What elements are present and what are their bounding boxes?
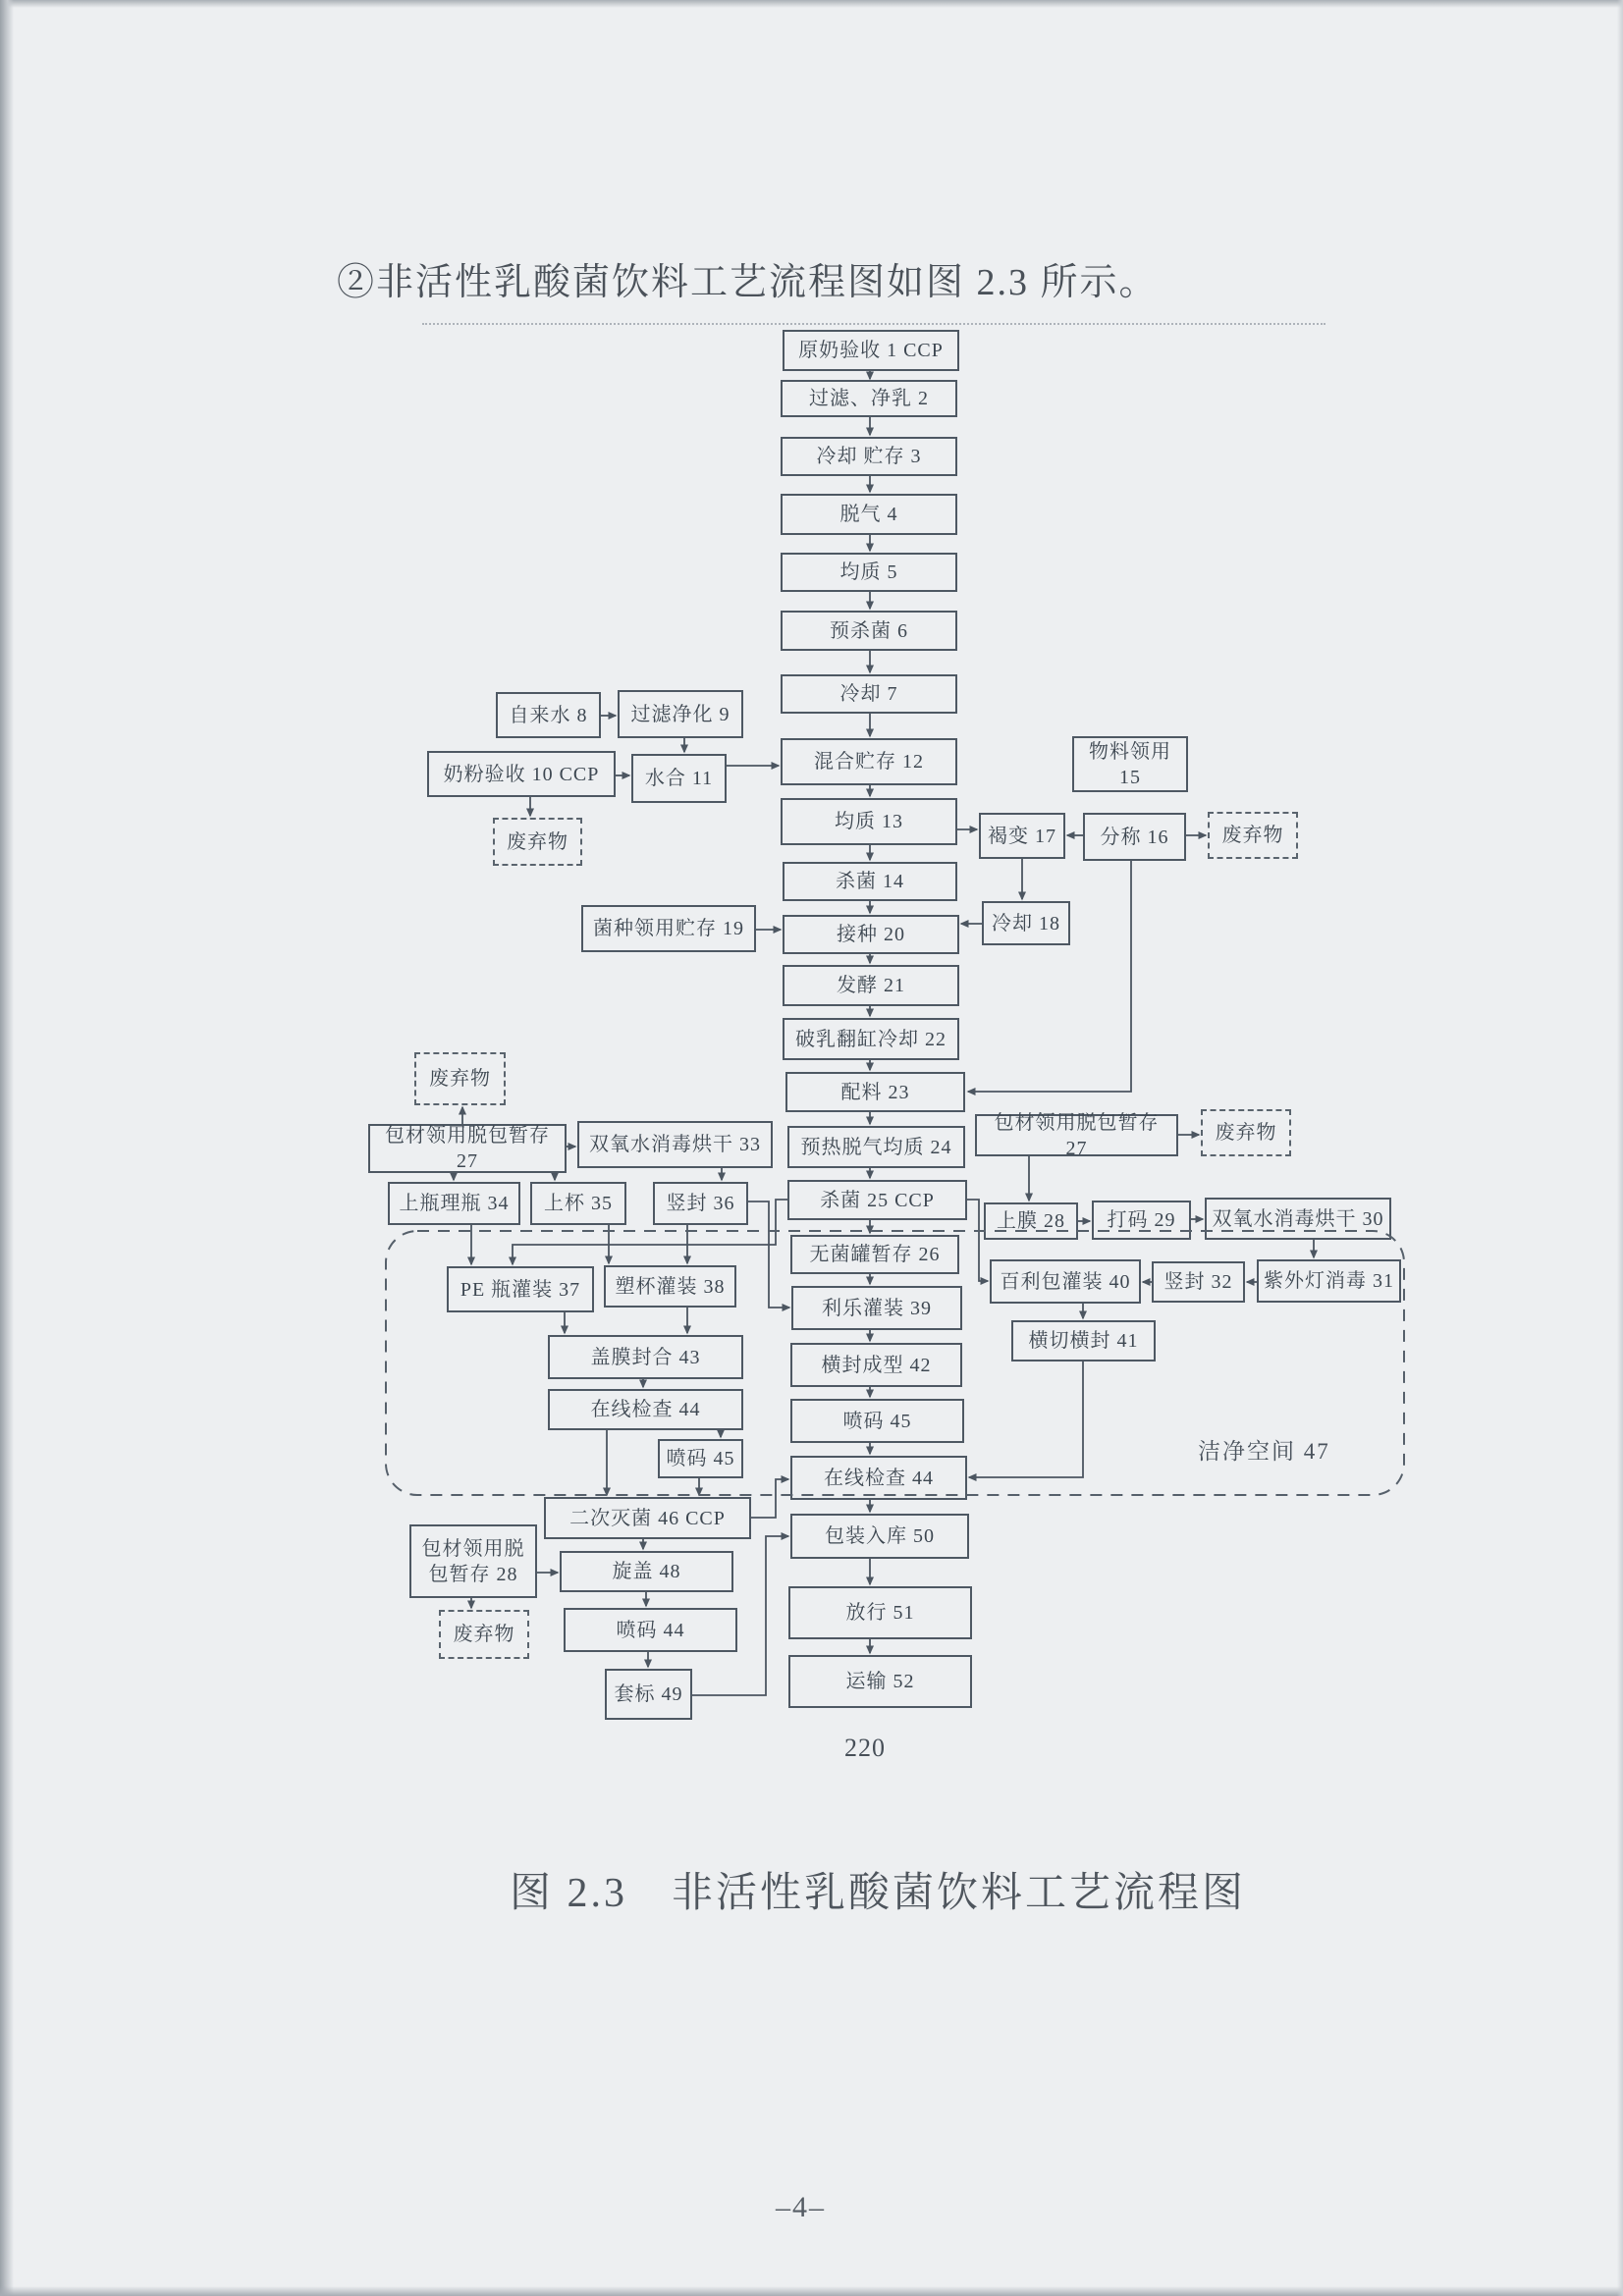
flow-node-22: 破乳翻缸冷却 22 — [783, 1018, 959, 1060]
flow-node-50: 包装入库 50 — [790, 1514, 969, 1559]
flow-node-17: 褐变 17 — [979, 813, 1065, 859]
flow-node-44r: 在线检查 44 — [790, 1456, 967, 1500]
flow-node-10: 奶粉验收 10 CCP — [427, 751, 616, 797]
flow-node-16: 分称 16 — [1083, 813, 1186, 861]
flow-edge — [748, 1201, 789, 1308]
flow-node-28b: 包材领用脱 包暂存 28 — [409, 1524, 537, 1598]
flow-node-6: 预杀菌 6 — [781, 611, 957, 651]
flow-node-26: 无菌罐暂存 26 — [790, 1235, 959, 1274]
flow-edge — [969, 1362, 1083, 1477]
flow-node-11: 水合 11 — [631, 754, 727, 803]
flow-node-2: 过滤、净乳 2 — [781, 380, 957, 417]
page-heading: ②非活性乳酸菌饮料工艺流程图如图 2.3 所示。 — [337, 262, 1159, 303]
flow-node-44b: 喷码 44 — [564, 1608, 737, 1652]
flow-node-42: 横封成型 42 — [790, 1343, 962, 1387]
flow-node-13: 均质 13 — [781, 798, 957, 845]
flow-node-43: 盖膜封合 43 — [548, 1335, 743, 1379]
flow-node-45l: 喷码 45 — [658, 1439, 743, 1478]
flow-node-w1: 废弃物 — [493, 818, 582, 866]
flow-node-52: 运输 52 — [788, 1655, 972, 1708]
flow-node-40: 百利包灌装 40 — [990, 1259, 1141, 1304]
flow-node-36: 竖封 36 — [653, 1182, 748, 1225]
flow-node-49: 套标 49 — [605, 1669, 692, 1720]
flow-node-21: 发酵 21 — [783, 965, 959, 1006]
flow-node-27L: 包材领用脱包暂存 27 — [368, 1124, 567, 1173]
flow-node-29: 打码 29 — [1092, 1201, 1191, 1240]
flow-node-51: 放行 51 — [788, 1586, 972, 1639]
stray-page-number: 220 — [844, 1734, 886, 1762]
flow-node-31: 紫外灯消毒 31 — [1257, 1259, 1401, 1303]
flow-node-23: 配料 23 — [785, 1072, 965, 1112]
flow-node-3: 冷却 贮存 3 — [781, 437, 957, 476]
flow-node-12: 混合贮存 12 — [781, 738, 957, 785]
flow-node-4: 脱气 4 — [781, 494, 957, 535]
flow-node-37: PE 瓶灌装 37 — [447, 1266, 594, 1312]
flow-edge — [968, 861, 1131, 1092]
flow-node-1: 原奶验收 1 CCP — [783, 330, 959, 371]
flow-node-18: 冷却 18 — [982, 901, 1070, 945]
flow-node-41: 横切横封 41 — [1011, 1320, 1156, 1362]
flow-node-39: 利乐灌装 39 — [791, 1286, 962, 1330]
flow-node-28: 上膜 28 — [984, 1202, 1078, 1240]
page-number: –4– — [776, 2191, 826, 2223]
flow-edge — [751, 1479, 788, 1518]
flow-node-30: 双氧水消毒烘干 30 — [1205, 1198, 1391, 1240]
flow-node-34: 上瓶理瓶 34 — [388, 1182, 520, 1225]
flow-node-7: 冷却 7 — [781, 674, 957, 714]
flow-node-35: 上杯 35 — [530, 1182, 626, 1225]
cleanroom-zone-label: 洁净空间 47 — [1198, 1439, 1330, 1464]
flow-node-38: 塑杯灌装 38 — [604, 1265, 736, 1308]
flow-node-25: 杀菌 25 CCP — [787, 1180, 967, 1220]
flow-node-9: 过滤净化 9 — [618, 690, 743, 738]
flow-node-8: 自来水 8 — [496, 692, 601, 738]
flow-node-32: 竖封 32 — [1152, 1261, 1245, 1303]
flow-node-48: 旋盖 48 — [560, 1551, 733, 1592]
figure-caption: 图 2.3 非活性乳酸菌饮料工艺流程图 — [510, 1871, 1247, 1916]
flow-node-5: 均质 5 — [781, 553, 957, 592]
flow-node-15: 物料领用 15 — [1072, 736, 1188, 792]
flow-node-20: 接种 20 — [783, 915, 959, 954]
flow-node-w5: 废弃物 — [439, 1610, 529, 1659]
flow-node-w3: 废弃物 — [414, 1052, 506, 1105]
flow-node-14: 杀菌 14 — [783, 862, 957, 901]
flow-node-24: 预热脱气均质 24 — [787, 1126, 965, 1168]
flow-node-w2: 废弃物 — [1208, 812, 1298, 859]
flow-node-w4: 废弃物 — [1201, 1109, 1291, 1156]
flow-node-27R: 包材领用脱包暂存 27 — [975, 1114, 1178, 1156]
flow-node-19: 菌种领用贮存 19 — [581, 905, 756, 952]
flow-node-44l: 在线检查 44 — [548, 1389, 743, 1430]
flow-node-45r: 喷码 45 — [790, 1399, 964, 1443]
flow-node-33: 双氧水消毒烘干 33 — [577, 1121, 773, 1168]
flow-node-46: 二次灭菌 46 CCP — [544, 1497, 751, 1539]
